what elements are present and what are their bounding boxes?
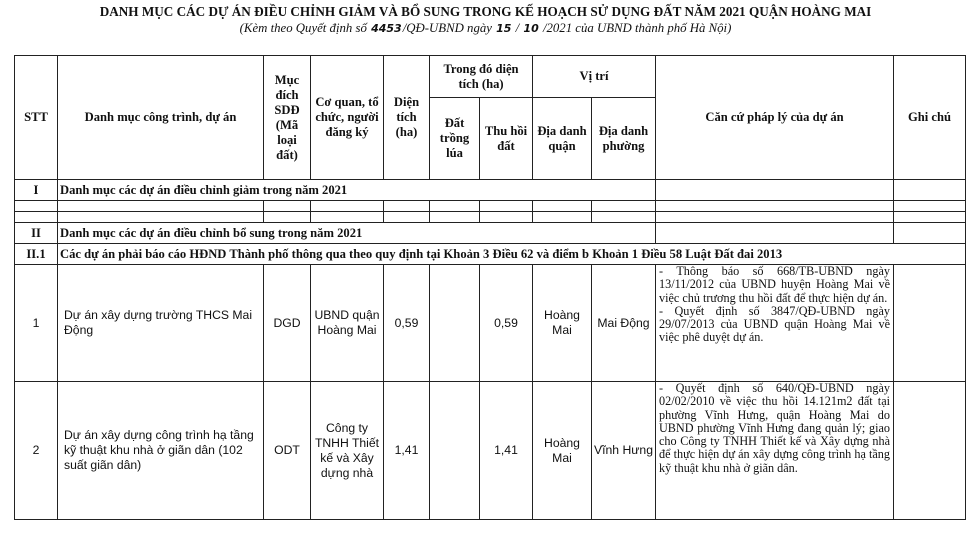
header-area: Diện tích (ha) [384, 56, 430, 180]
header-recovered: Thu hồi đất [480, 98, 533, 180]
decision-number: 4453 [371, 22, 402, 35]
row-rice [430, 382, 480, 520]
section-row-ii [15, 223, 966, 244]
header-stt: STT [15, 56, 58, 180]
header-row-1 [15, 56, 966, 98]
table-row [15, 265, 966, 382]
row-ward: Vĩnh Hưng [592, 382, 656, 520]
subtitle-mid: /QĐ-UBND ngày [402, 21, 492, 35]
date-separator: / [515, 21, 520, 35]
section-ii-no: II [15, 223, 58, 244]
header-district: Địa danh quận [533, 98, 592, 180]
subtitle-prefix: (Kèm theo Quyết định số [239, 21, 367, 35]
row-note [894, 382, 966, 520]
header-rice: Đất trồng lúa [430, 98, 480, 180]
section-row-i [15, 180, 966, 201]
row-stt: 1 [15, 265, 58, 382]
row-district: Hoàng Mai [533, 382, 592, 520]
row-project: Dự án xây dựng trường THCS Mai Động [58, 265, 264, 382]
section-ii-1-label: Các dự án phải báo cáo HĐND Thành phố thông qua theo quy định tại Khoản 3 Điều 62 và điểm b Khoản 1 Điều 58 Luật Đất đai 2013 [58, 244, 966, 265]
header-location: Vị trí [533, 56, 656, 98]
header-note: Ghi chú [894, 56, 966, 180]
header-legal: Căn cứ pháp lý của dự án [656, 56, 894, 180]
decision-day: 15 [496, 22, 512, 35]
legal-item: - Quyết định số 3847/QĐ-UBND ngày 29/07/2013 của UBND quận Hoàng Mai về việc phê duyệt dự án. [659, 303, 890, 345]
blank-row [15, 201, 966, 212]
table-row [15, 382, 966, 520]
row-recovered: 0,59 [480, 265, 533, 382]
decision-month: 10 [523, 22, 539, 35]
header-sub-area: Trong đó diện tích (ha) [430, 56, 533, 98]
blank-row [15, 212, 966, 223]
header-project: Danh mục công trình, dự án [58, 56, 264, 180]
header-ward: Địa danh phường [592, 98, 656, 180]
row-area: 0,59 [384, 265, 430, 382]
row-recovered: 1,41 [480, 382, 533, 520]
section-i-label: Danh mục các dự án điều chỉnh giảm trong năm 2021 [58, 180, 656, 201]
legal-item: - Thông báo số 668/TB-UBND ngày 13/11/2012 của UBND huyện Hoàng Mai về việc chủ trương thu hồi đất để thực hiện dự án. [659, 264, 890, 305]
legal-item: - Quyết định số 640/QĐ-UBND ngày 02/02/2010 về việc thu hồi 14.121m2 đất tại phường Vĩnh Hưng, quận Hoàng Mai do UBND phường Vĩnh Hưng đang quản lý; giao cho Công ty TNHH Thiết kế và Xây dựng nhà để thực hiện dự án xây dựng công trình hạ tầng kỹ thuật khu nhà ở giãn dân. [659, 381, 890, 475]
project-table [14, 55, 966, 520]
section-ii-label: Danh mục các dự án điều chỉnh bổ sung trong năm 2021 [58, 223, 656, 244]
row-district: Hoàng Mai [533, 265, 592, 382]
header-purpose: Mục đích SDĐ (Mã loại đất) [264, 56, 311, 180]
row-rice [430, 265, 480, 382]
row-agency: UBND quận Hoàng Mai [311, 265, 384, 382]
subtitle-suffix: /2021 của UBND thành phố Hà Nội) [542, 21, 732, 35]
document-title: DANH MỤC CÁC DỰ ÁN ĐIỀU CHỈNH GIẢM VÀ BỔ SUNG TRONG KẾ HOẠCH SỬ DỤNG ĐẤT NĂM 2021 QUẬN HOÀNG MAI [99, 4, 872, 19]
document-subtitle [0, 21, 971, 36]
section-i-no: I [15, 180, 58, 201]
row-agency: Công ty TNHH Thiết kế và Xây dựng nhà [311, 382, 384, 520]
row-note [894, 265, 966, 382]
row-project: Dự án xây dựng công trình hạ tầng kỹ thuật khu nhà ở giãn dân (102 suất giãn dân) [58, 382, 264, 520]
row-legal [656, 382, 894, 520]
row-stt: 2 [15, 382, 58, 520]
row-purpose: ODT [264, 382, 311, 520]
section-row-ii-1 [15, 244, 966, 265]
row-legal [656, 265, 894, 382]
row-purpose: DGD [264, 265, 311, 382]
row-ward: Mai Động [592, 265, 656, 382]
row-area: 1,41 [384, 382, 430, 520]
section-ii-1-no: II.1 [15, 244, 58, 265]
header-agency: Cơ quan, tổ chức, người đăng ký [311, 56, 384, 180]
